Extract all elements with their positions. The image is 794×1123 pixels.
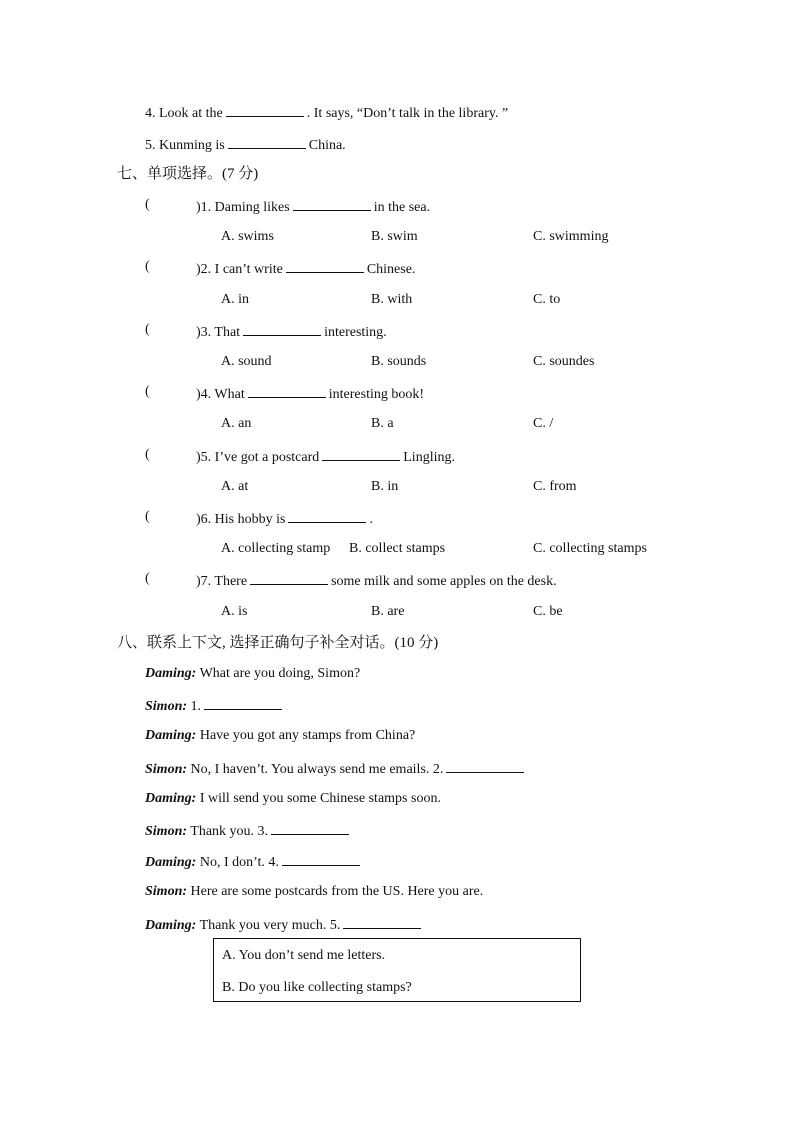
dialogue-line [145,883,483,901]
answer-blank[interactable] [226,103,304,117]
question-text: . [369,512,373,527]
question-text: 7. There [200,574,248,589]
answer-blank[interactable] [293,197,371,211]
question-text: some milk and some apples on the desk. [331,574,557,589]
dialogue-text: I will send you some Chinese stamps soon. [199,791,441,806]
answer-blank[interactable] [248,384,326,398]
dialogue-line [145,821,352,841]
question-text: 2. I can’t write [200,262,283,277]
option-a[interactable]: A. in [221,292,249,307]
speaker-name: Daming: [145,728,197,743]
section-8-heading: 八、联系上下文, 选择正确句子补全对话。(10 分) [117,635,439,651]
option-b[interactable]: B. swim [371,229,418,244]
dialogue-text: No, I haven’t. You always send me emails. 2. [190,762,444,777]
option-b[interactable]: B. are [371,604,405,619]
speaker-name: Daming: [145,918,197,933]
question-text: 1. Daming likes [200,200,290,215]
option-b[interactable]: B. with [371,292,413,307]
answer-paren-close: ) [196,262,201,277]
fill-item-4 [145,103,508,123]
option-b[interactable]: B. a [371,416,394,431]
dialogue-text: Here are some postcards from the US. Here you are. [190,884,484,899]
answer-paren-open[interactable]: ( [145,384,150,399]
dialogue-line [145,665,360,683]
answer-blank[interactable] [322,447,400,461]
speaker-name: Simon: [145,699,188,714]
section-7-heading: 七、单项选择。(7 分) [117,166,259,182]
dialogue-line [145,852,363,872]
question-stem [196,571,557,591]
dialogue-line [145,759,527,779]
speaker-name: Daming: [145,791,197,806]
question-text: interesting. [324,325,387,340]
speaker-name: Daming: [145,666,197,681]
dialogue-text: 1. [190,699,202,714]
question-text: Chinese. [366,262,416,277]
answer-blank[interactable] [250,571,328,585]
question-stem [196,259,415,279]
option-a[interactable]: A. swims [221,229,274,244]
fill-item-text: 5. Kunming is [145,138,225,153]
option-b[interactable]: B. collect stamps [349,541,446,556]
answer-paren-close: ) [196,325,201,340]
fill-item-text: China. [308,138,346,153]
question-text: in the sea. [373,200,431,215]
speaker-name: Daming: [145,855,197,870]
answer-paren-open[interactable]: ( [145,447,150,462]
speaker-name: Simon: [145,762,188,777]
question-stem [196,509,373,529]
answer-paren-open[interactable]: ( [145,322,150,337]
choice-a[interactable]: A. You don’t send me letters. [222,948,386,963]
option-c[interactable]: C. / [533,416,554,431]
option-c[interactable]: C. collecting stamps [533,541,647,556]
answer-paren-open[interactable]: ( [145,259,150,274]
option-c[interactable]: C. swimming [533,229,609,244]
speaker-name: Simon: [145,884,188,899]
option-b[interactable]: B. in [371,479,399,494]
answer-paren-close: ) [196,574,201,589]
answer-paren-close: ) [196,512,201,527]
answer-paren-close: ) [196,450,201,465]
answer-blank[interactable] [228,135,306,149]
answer-blank[interactable] [343,915,421,929]
answer-blank[interactable] [243,322,321,336]
speaker-name: Simon: [145,824,188,839]
answer-paren-open[interactable]: ( [145,509,150,524]
fill-item-text: 4. Look at the [145,106,223,121]
fill-item-5 [145,135,346,155]
question-text: Lingling. [403,450,455,465]
question-text: 3. That [200,325,241,340]
option-c[interactable]: C. be [533,604,563,619]
option-b[interactable]: B. sounds [371,354,427,369]
dialogue-text: Have you got any stamps from China? [199,728,416,743]
fill-item-text: . It says, “Don’t talk in the library. ” [306,106,509,121]
answer-blank[interactable] [288,509,366,523]
option-a[interactable]: A. an [221,416,252,431]
choice-b[interactable]: B. Do you like collecting stamps? [222,980,412,995]
choices-box [213,938,581,1002]
option-a[interactable]: A. at [221,479,249,494]
answer-paren-close: ) [196,387,201,402]
answer-paren-close: ) [196,200,201,215]
option-c[interactable]: C. to [533,292,561,307]
answer-blank[interactable] [446,759,524,773]
dialogue-text: What are you doing, Simon? [199,666,361,681]
question-text: 6. His hobby is [200,512,286,527]
answer-blank[interactable] [271,821,349,835]
option-c[interactable]: C. soundes [533,354,595,369]
answer-blank[interactable] [282,852,360,866]
dialogue-line [145,790,441,808]
answer-paren-open[interactable]: ( [145,197,150,212]
answer-blank[interactable] [286,259,364,273]
question-stem [196,322,387,342]
dialogue-line [145,696,285,716]
dialogue-line [145,915,424,935]
question-stem [196,197,430,217]
question-text: 5. I’ve got a postcard [200,450,320,465]
dialogue-text: Thank you. 3. [190,824,269,839]
question-text: 4. What [200,387,245,402]
question-text: interesting book! [328,387,425,402]
option-a[interactable]: A. sound [221,354,272,369]
answer-paren-open[interactable]: ( [145,571,150,586]
option-a[interactable]: A. is [221,604,248,619]
question-stem [196,384,424,404]
question-stem [196,447,455,467]
dialogue-text: No, I don’t. 4. [199,855,279,870]
option-c[interactable]: C. from [533,479,577,494]
dialogue-line [145,727,415,745]
dialogue-text: Thank you very much. 5. [199,918,341,933]
answer-blank[interactable] [204,696,282,710]
option-a[interactable]: A. collecting stamp [221,541,331,556]
